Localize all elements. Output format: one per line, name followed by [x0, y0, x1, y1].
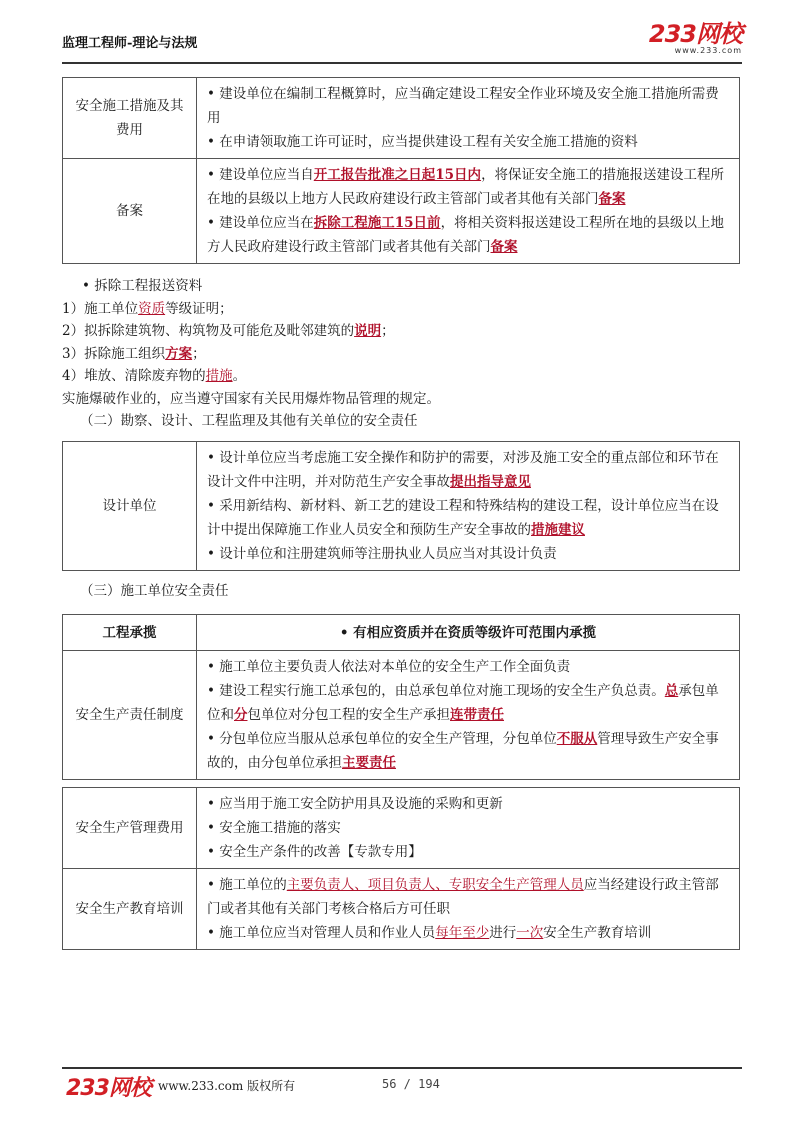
demolition-line: [62, 365, 742, 388]
text-run: 管理导致生产安全事故的，由分包单位承担: [207, 731, 719, 771]
demolition-line: [62, 388, 742, 411]
demolition-section: [62, 275, 742, 433]
text-run: 应当经建设行政主管部门或者其他有关部门考核合格后方可任职: [207, 877, 719, 917]
text-run: • 在申请领取施工许可证时，应当提供建设工程有关安全施工措施的资料: [207, 134, 638, 150]
table-row: [63, 442, 740, 571]
row-content: [197, 788, 740, 869]
text-run: ；: [381, 323, 395, 339]
page-number: 56 / 194: [382, 1077, 440, 1091]
footer-logo: 233网校: [66, 1076, 151, 1101]
text-run: 4）堆放、清除废弃物的: [62, 368, 206, 384]
page-header: [62, 18, 742, 62]
highlight-text: 连带责任: [450, 707, 504, 723]
text-run: ，将相关资料报送建设工程所在地的县级以上地方人民政府建设行政主管部门或者其他有关部门: [207, 215, 725, 255]
text-run: • 设计单位和注册建筑师等注册执业人员应当对其设计负责: [207, 546, 557, 562]
text-run: 实施爆破作业的，应当遵守国家有关民用爆炸物品管理的规定。: [62, 390, 440, 407]
text-run: • 建设工程实行施工总承包的，由总承包单位对施工现场的安全生产负总责。: [207, 683, 665, 699]
text-run: • 设计单位应当考虑施工安全操作和防护的需要，对涉及施工安全的重点部位和环节在设计文件中注明，并对防范生产安全事故: [207, 450, 719, 490]
brand-logo-text: 233网校: [648, 20, 742, 48]
bullet-item: [207, 163, 729, 211]
text-run: • 安全施工措施的落实: [207, 820, 341, 836]
bullet-item: [207, 446, 729, 494]
table-contractor-responsibility: [62, 614, 740, 780]
row-label: 安全施工措施及其费用: [63, 78, 197, 159]
page-footer: [62, 1067, 742, 1107]
row-content: [197, 159, 740, 264]
highlight-text: 分: [234, 707, 248, 723]
text-run: （二）勘察、设计、工程监理及其他有关单位的安全责任: [80, 413, 418, 429]
text-run: ，将保证安全施工的措施报送建设工程所在地的县级以上地方人民政府建设行政主管部门或者其他有关部门: [207, 167, 725, 207]
bullet-item: [207, 727, 729, 775]
text-run: • 建设单位应当自: [207, 167, 314, 183]
text-run: • 施工单位应当对管理人员和作业人员: [207, 925, 436, 941]
table-design-unit: [62, 441, 740, 571]
text-run: 安全生产教育培训: [543, 925, 652, 941]
brand-logo-url: www.233.com: [674, 46, 742, 55]
header-label: 工程承揽: [63, 615, 197, 651]
text-run: ；: [192, 345, 206, 362]
text-run: 1）施工单位: [62, 300, 139, 317]
highlight-text: 备案: [598, 191, 626, 207]
table-row: [63, 159, 740, 264]
table-row: [63, 869, 740, 950]
text-run: • 安全生产条件的改善【专款专用】: [207, 844, 422, 860]
row-label: 安全生产责任制度: [63, 651, 197, 780]
highlight-text: 主要负责人、项目负责人、专职安全生产管理人员: [286, 877, 584, 893]
table-row: [63, 651, 740, 780]
demolition-line: [62, 298, 742, 321]
demolition-line: [62, 275, 742, 298]
row-content: [197, 78, 740, 159]
demolition-line: [62, 410, 742, 433]
bullet-item: [207, 130, 729, 154]
text-run: 。: [232, 368, 247, 384]
table-row: [63, 788, 740, 869]
footer-divider: [62, 1067, 742, 1069]
row-label: 安全生产教育培训: [63, 869, 197, 950]
text-run: 3）拆除施工组织: [62, 345, 166, 362]
header-divider: [62, 62, 742, 64]
brand-logo: [649, 22, 742, 56]
highlight-text: 开工报告批准之日起15日内: [313, 167, 482, 183]
text-run: 承包单位和: [207, 683, 719, 723]
text-run: 等级证明；: [165, 300, 233, 317]
highlight-text: 每年至少: [435, 925, 490, 941]
text-run: • 建设单位在编制工程概算时，应当确定建设工程安全作业环境及安全施工措施所需费用: [207, 86, 719, 126]
bullet-item: [207, 82, 729, 130]
highlight-text: 一次: [516, 925, 544, 941]
bullet-item: [207, 542, 729, 566]
highlight-text: 方案: [165, 345, 193, 362]
highlight-text: 资质: [138, 300, 166, 317]
highlight-text: 措施建议: [531, 522, 585, 538]
highlight-text: 总: [664, 683, 679, 699]
bullet-item: [207, 494, 729, 542]
row-content: [197, 651, 740, 780]
demolition-line: [62, 343, 742, 366]
text-run: 进行: [489, 925, 517, 941]
row-content: [197, 869, 740, 950]
text-run: • 分包单位应当服从总承包单位的安全生产管理，分包单位: [207, 731, 557, 747]
row-label: 备案: [63, 159, 197, 264]
row-label: 安全生产管理费用: [63, 788, 197, 869]
document-title: 监理工程师-理论与法规: [62, 36, 198, 51]
text-run: • 应当用于施工安全防护用具及设施的采购和更新: [207, 796, 503, 812]
bullet-item: [207, 655, 729, 679]
text-run: • 建设单位应当在: [207, 215, 314, 231]
highlight-text: 措施: [205, 368, 233, 384]
highlight-text: 拆除工程施工15日前: [313, 215, 441, 231]
bullet-item: [207, 921, 729, 945]
highlight-text: 不服从: [556, 731, 598, 747]
highlight-text: 主要责任: [342, 755, 396, 771]
text-run: • 施工单位主要负责人依法对本单位的安全生产工作全面负责: [207, 659, 571, 675]
text-run: • 采用新结构、新材料、新工艺的建设工程和特殊结构的建设工程，设计单位应当在设计中提出保障施工作业人员安全和预防生产安全事故的: [207, 498, 719, 538]
table-row: [63, 78, 740, 159]
highlight-text: 提出指导意见: [450, 474, 531, 490]
footer-copyright: www.233.com 版权所有: [158, 1079, 296, 1093]
bullet-item: [207, 211, 729, 259]
header-content: • 有相应资质并在资质等级许可范围内承揽: [197, 615, 740, 651]
table-construction-unit: [62, 77, 740, 264]
demolition-line: [62, 320, 742, 343]
highlight-text: 说明: [354, 323, 382, 339]
bullet-item: [207, 840, 729, 864]
bullet-item: [207, 873, 729, 921]
table-header-row: [63, 615, 740, 651]
row-label: 设计单位: [63, 442, 197, 571]
row-content: [197, 442, 740, 571]
highlight-text: 备案: [490, 239, 518, 255]
text-run: 包单位对分包工程的安全生产承担: [247, 707, 450, 723]
bullet-item: [207, 792, 729, 816]
text-run: • 拆除工程报送资料: [82, 278, 203, 294]
bullet-item: [207, 679, 729, 727]
bullet-item: [207, 816, 729, 840]
text-run: • 施工单位的: [207, 877, 287, 893]
table-safety-management: [62, 787, 740, 950]
section-title-contractor: （三）施工单位安全责任: [80, 583, 229, 599]
text-run: 2）拟拆除建筑物、构筑物及可能危及毗邻建筑的: [62, 323, 355, 339]
